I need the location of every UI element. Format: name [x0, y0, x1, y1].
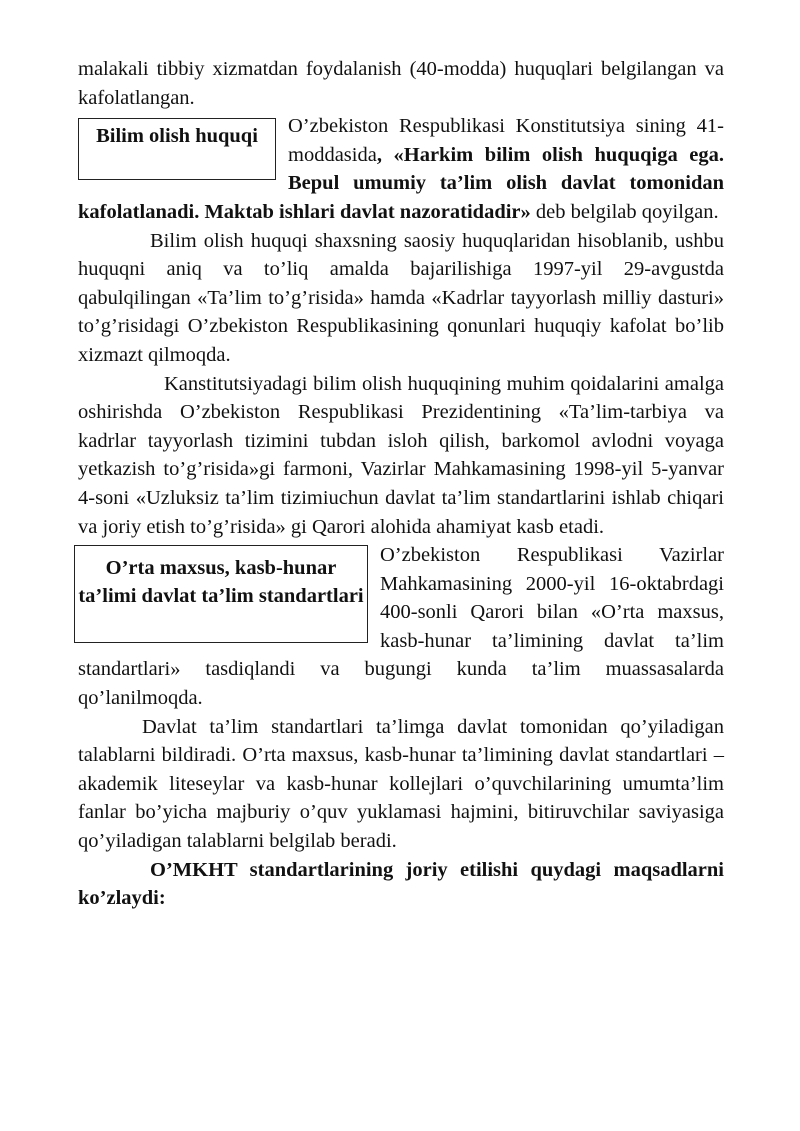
paragraph-davlat-standartlari: Davlat ta’lim standartlari ta’limga davlat tomonidan qo’yiladigan talablarni bildiradi. O’rta maxsus, kasb-hunar ta’limining davlat standartlari – akademik liteseylar va kasb-hunar kollejlari o’quvchilarining umumta’lim fanlar bo’yicha majburiy o’quv yuklamasi hajmini, bitiruvchilar saviyasiga qo’yiladigan talablarni belgilab beradi. [78, 715, 724, 853]
paragraph-text-end: deb belgilab qoyilgan. [530, 200, 719, 223]
paragraph-continuation: malakali tibbiy xizmatdan foydalanish (40-modda) huquqlari belgilangan va kafolatlangan. [78, 58, 724, 109]
paragraph-omkht-maqsadlari [78, 856, 724, 913]
sidebar-box-bilim-olish-huquqi [78, 118, 276, 180]
paragraph-text: O’zbekiston Respublikasi Konstitutsiya sining 41-moddasida [288, 115, 724, 166]
bold-quote-end: Maktab ishlari davlat nazoratidadir» [199, 200, 531, 223]
sidebar-box-title: Bilim olish huquqi [96, 125, 258, 148]
document-page [78, 55, 724, 913]
paragraph-bilim-olish: Bilim olish huquqi shaxsning saosiy huquqlaridan hisoblanib, ushbu huquqni aniq va to’liq amalda bajarilishiga 1997-yil 29-avgustda qabulqilingan «Ta’lim to’g’risida» hamda «Kadrlar tayyorlash milliy dasturi» to’g’risidagi O’zbekiston Respublikasining qonunlari huquqiy kafolat bo’lib xizmazt qilmoqda. [78, 229, 724, 366]
bold-quote: , «Harkim bilim olish huquqiga ega. Bepul umumiy ta’lim olish davlat tomonidan kafolatlanadi. [78, 143, 724, 223]
paragraph-konstitutsiya-qoidalari: Kanstitutsiyadagi bilim olish huquqining muhim qoidalarini amalga oshirishda O’zbekiston Respublikasi Prezidentining «Ta’lim-tarbiya va kadrlar tayyorlash tizimini tubdan isloh qilish, barkomol avlodni voyaga yetkazish to’g’risida»gi farmoni, Vazirlar Mahkamasining 1998-yil 5-yanvar 4-soni «Uzluksiz ta’lim tizimiuchun davlat ta’lim standartlarini ishlab chiqari va joriy etish to’g’risida» gi Qarori alohida ahamiyat kasb etadi. [78, 372, 724, 538]
sidebar-box-title: O’rta maxsus, kasb-hunar ta’limi davlat ta’lim standartlari [78, 557, 364, 608]
sidebar-box-omkht-standartlari [74, 545, 368, 643]
bold-heading-text: O’MKHT standartlarining joriy etilishi quydagi maqsadlarni ko’zlaydi: [78, 858, 724, 910]
paragraph-vazirlar-mahkamasi-2000: O’zbekiston Respublikasi Vazirlar Mahkamasining 2000-yil 16-oktabrdagi 400-sonli Qarori bilan «O’rta maxsus, kasb-hunar ta’limining davlat ta’lim standartlari» tasdiqlandi va bugungi kunda ta’lim muassasalarda qo’lanilmoqda. [78, 544, 724, 710]
